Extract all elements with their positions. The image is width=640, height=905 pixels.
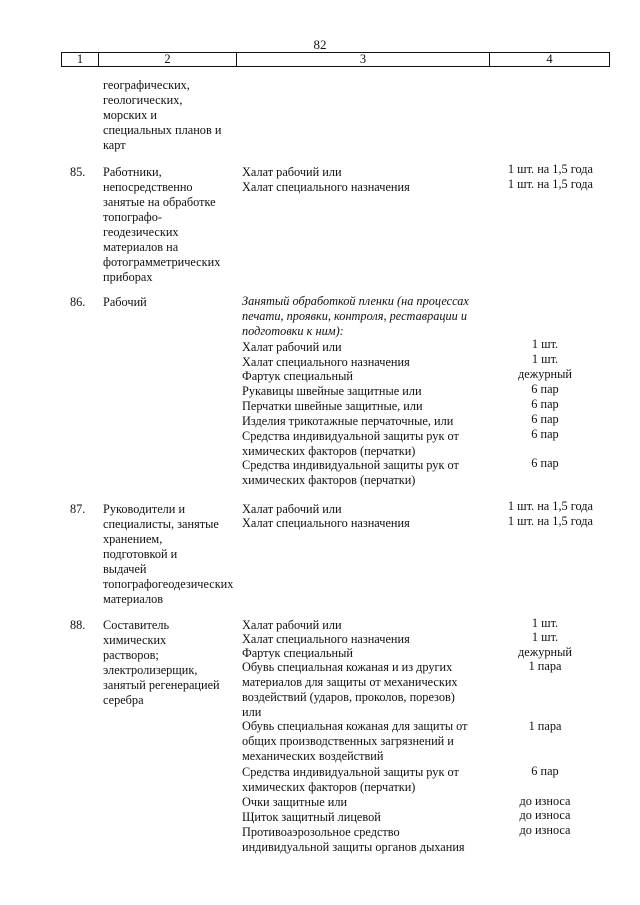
- row-88-norm-5: 1 пара: [528, 719, 562, 733]
- row-86-number: 86.: [70, 295, 86, 309]
- row-87-item-2: Халат специального назначения: [242, 516, 410, 530]
- row-86-subheading: Занятый обработкой пленки (на процессах печати, проявки, контроля, реставрации и подготовки к ним):: [242, 294, 469, 338]
- row-85-profession: Работники, непосредственно занятые на обработке топографо- геодезических материалов на фотограмметрических приборах: [103, 165, 221, 284]
- row-88-item-7: Очки защитные или: [242, 795, 348, 809]
- row-86-item-2: Халат специального назначения: [242, 355, 410, 369]
- row-85-item-1: Халат рабочий или: [242, 165, 342, 179]
- column-header-1: 1: [62, 53, 99, 66]
- row-86-norm-5: 6 пар: [531, 397, 559, 411]
- row-86-profession: Рабочий: [103, 295, 147, 309]
- row-86-norm-7: 6 пар: [531, 427, 559, 441]
- row-88-item-8: Щиток защитный лицевой: [242, 810, 381, 824]
- row-88-norm-1: 1 шт.: [531, 616, 559, 630]
- row-87-number: 87.: [70, 502, 86, 516]
- row-88-item-6: Средства индивидуальной защиты рук от химических факторов (перчатки): [242, 765, 459, 794]
- row-85-norm-2: 1 шт. на 1,5 года: [507, 177, 593, 191]
- row-86-norm-3: дежурный: [518, 367, 572, 381]
- row-85-number: 85.: [70, 165, 86, 179]
- row-86-item-1: Халат рабочий или: [242, 340, 342, 354]
- row-88-norm-4: 1 пара: [528, 659, 562, 673]
- row-87-norm-1: 1 шт. на 1,5 года: [507, 499, 593, 513]
- row-88-item-3: Фартук специальный: [242, 646, 353, 660]
- column-header-4: 4: [546, 52, 553, 66]
- row-86-norm-6: 6 пар: [531, 412, 559, 426]
- row-88-norm-6: 6 пар: [531, 764, 559, 778]
- continuation-text: географических, геологических, морских и специальных планов и карт: [103, 78, 222, 152]
- row-88-norm-8: до износа: [519, 808, 571, 822]
- row-86-item-6: Изделия трикотажные перчаточные, или: [242, 414, 454, 428]
- row-85-item-2: Халат специального назначения: [242, 180, 410, 194]
- row-87-norm-2: 1 шт. на 1,5 года: [507, 514, 593, 528]
- row-86-norm-1: 1 шт.: [531, 337, 559, 351]
- column-header-3: 3: [237, 53, 490, 66]
- row-86-norm-8: 6 пар: [531, 456, 559, 470]
- row-85-norm-1: 1 шт. на 1,5 года: [507, 162, 593, 176]
- row-86-item-3: Фартук специальный: [242, 369, 353, 383]
- row-88-norm-3: дежурный: [518, 645, 572, 659]
- row-87-item-1: Халат рабочий или: [242, 502, 342, 516]
- column-header-row: [61, 52, 610, 67]
- row-88-item-9: Противоаэрозольное средство индивидуальной защиты органов дыхания: [242, 825, 465, 854]
- row-86-item-5: Перчатки швейные защитные, или: [242, 399, 423, 413]
- row-86-item-7: Средства индивидуальной защиты рук от химических факторов (перчатки): [242, 429, 459, 458]
- row-86-norm-4: 6 пар: [531, 382, 559, 396]
- row-88-norm-9: до износа: [519, 823, 571, 837]
- row-88-profession: Составитель химических растворов; электролизерщик, занятый регенерацией серебра: [103, 618, 220, 707]
- column-header-2: 2: [99, 53, 237, 66]
- row-88-item-1: Халат рабочий или: [242, 618, 342, 632]
- row-87-profession: Руководители и специалисты, занятые хранением, подготовкой и выдачей топографогеодезических материалов: [103, 502, 234, 606]
- row-88-item-5: Обувь специальная кожаная для защиты от общих производственных загрязнений и механических воздействий: [242, 719, 468, 763]
- row-88-norm-7: до износа: [519, 794, 571, 808]
- page-number: 82: [313, 37, 327, 52]
- row-86-norm-2: 1 шт.: [531, 352, 559, 366]
- row-88-item-4: Обувь специальная кожаная и из других материалов для защиты от механических воздействий (ударов, проколов, порезов) или: [242, 660, 458, 719]
- row-88-number: 88.: [70, 618, 86, 632]
- row-88-item-2: Халат специального назначения: [242, 632, 410, 646]
- row-86-item-4: Рукавицы швейные защитные или: [242, 384, 422, 398]
- row-86-item-8: Средства индивидуальной защиты рук от химических факторов (перчатки): [242, 458, 459, 487]
- row-88-norm-2: 1 шт.: [531, 630, 559, 644]
